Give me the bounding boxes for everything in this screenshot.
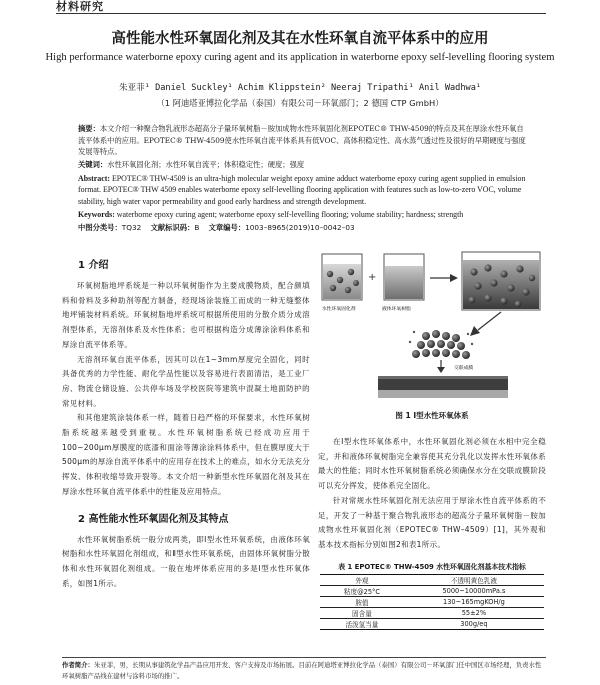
title-english: High performance waterborne epoxy curing agent and its application in waterborne epoxy self-levelling flooring system (45, 52, 555, 63)
keywords-english (78, 209, 530, 221)
spec-table (320, 574, 544, 630)
abstract-cn-text: 本文介绍一种聚合物乳液形态超高分子量环氧树脂－胺加成物水性环氧固化剂EPOTEC® THW-4509的特点及其在厚涂水性环氧自流平体系中的应用。EPOTEC® THW-4509使水性环氧自流平体系具有低VOC、高体积稳定性、高水蒸气透过性及很好的早期硬度与强度发展等特点。 (78, 124, 526, 157)
table-cell: 外观 (320, 574, 404, 585)
footnote-label: 作者简介： (62, 661, 94, 669)
table-cell: 胺值 (320, 596, 404, 607)
beaker-curing-agent (322, 254, 362, 300)
right-column (318, 250, 546, 630)
table-cell: 5000~10000mPa.s (404, 585, 544, 596)
crosslink-label: 交联成膜 (454, 366, 474, 371)
arrow-down-2-icon (437, 360, 445, 373)
table-row (320, 607, 544, 618)
figure-1-illustration (318, 250, 546, 408)
article-label: 文章编号： (208, 223, 246, 232)
beaker-left-label: 水性环氧固化剂 (322, 307, 356, 312)
table-cell: 固含量 (320, 607, 404, 618)
keywords-chinese (78, 159, 530, 171)
beaker-epoxy-resin (384, 254, 424, 300)
table-row (320, 618, 544, 629)
keywords-en-text: waterborne epoxy curing agent; waterborne epoxy self-levelling flooring; volume stability; hardness; strength (114, 210, 464, 219)
section1-heading: 1 介绍 (78, 260, 109, 271)
table-cell: 活泼氢当量 (320, 618, 404, 629)
article-number: 1003–8965(2019)10–0042–03 (245, 223, 355, 232)
keywords-cn-label: 关键词： (78, 160, 108, 169)
abstract-en-label: Abstract: (78, 174, 110, 183)
table-row (320, 585, 544, 596)
arrow-down-icon (470, 312, 501, 336)
abstract-chinese (78, 123, 530, 158)
section1-paragraph-3: 和其他建筑涂装体系一样，随着日趋严格的环保要求，水性环氧树脂系统越来越受到重视。水性环氧树脂系统已经成功应用于100~200μm厚膜度的底漆和面涂等薄涂涂料体系中，但在膜厚度大于500μm的厚涂自流平体系中的应用存在技术上的难点，如水分无法充分挥发、体积收缩导致开裂等。本文介绍一种新型水性环氧固化剂及其在厚涂水性环氧自流平体系中的性能及应用特点。 (62, 413, 310, 496)
cured-film (378, 376, 508, 398)
abstract-english (78, 173, 530, 207)
clc-code: TQ32 (121, 223, 142, 232)
clc-label: 中图分类号： (78, 223, 122, 232)
author-list: 朱亚菲¹ Daniel Suckley¹ Achim Klippstein² Neeraj Tripathi¹ Anil Wadhwa¹ (118, 83, 482, 93)
beaker-right-label: 液体环氧树脂 (382, 307, 411, 312)
running-header (56, 0, 546, 14)
classification-line (78, 222, 530, 234)
table-cell: 130~165mgKOH/g (404, 596, 544, 607)
arrow-right-icon (430, 274, 458, 282)
affiliations: （1 阿迪塔亚博拉化学品（泰国）有限公司－环氧部门；2 德国 CTP GmbH） (156, 98, 444, 108)
table-cell: 粘度@25°C (320, 585, 404, 596)
section1-paragraph-2: 无溶剂环氧自流平体系，因其可以在1~3mm厚度完全固化，同时具备优秀的力学性能、耐化学品性能以及容易进行表面清洁，是工业厂房、物流仓储设施、公共停车场及学校医院等建筑中混凝土地面防护的常见材料。 (62, 354, 310, 408)
section2-heading: 2 高性能水性环氧固化剂及其特点 (78, 513, 229, 525)
figure-1 (318, 250, 546, 408)
table-1-caption: 表 1 EPOTEC® THW-4509 水性环氧固化剂基本技术指标 (338, 562, 526, 571)
doc-code: B (194, 223, 200, 232)
beaker-mixed (462, 252, 540, 310)
keywords-cn-text: 水性环氧固化剂；水性环氧自流平；体积稳定性；硬度；强度 (107, 160, 305, 169)
table-cell: 300g/eq (404, 618, 544, 629)
abstract-cn-label: 摘要： (78, 124, 100, 133)
table-row (320, 574, 544, 585)
right-paragraph-2: 针对常规水性环氧固化剂无法应用于厚涂水性自流平体系的不足，开发了一种基于聚合物乳液形态的超高分子量环氧树脂－胺加成物水性环氧固化剂（EPOTEC® THW–4509）[1]，其外观和基本技术指标分别如图2和表1所示。 (318, 495, 546, 549)
footnote-text: 朱亚菲，男，长期从事建筑化学品产品应用开发、客户支持及市场拓展。目前在阿迪塔亚博拉化学品（泰国）有限公司－环氧部门任中国区市场经理，负责水性环氧树脂产品线在建材与涂料市场的推广。 (62, 661, 542, 681)
keywords-en-label: Keywords: (78, 210, 115, 219)
right-paragraph-1: 在Ⅰ型水性环氧体系中，水性环氧固化剂必须在水相中完全稳定，并和液体环氧树脂完全兼容使其充分乳化以发挥水性环氧体系最大的性能；同时水性环氧树脂系统必须确保水分在交联成膜阶段可以充分挥发，使体系完全固化。 (318, 437, 546, 491)
section-label: 材料研究 (56, 0, 104, 13)
left-column (62, 250, 310, 591)
abstract-en-text: EPOTEC® THW-4509 is an ultra-high molecular weight epoxy amine adduct waterborne epoxy curing agent supplied in emulsion format. EPOTEC® THW 4509 enables waterborne epoxy self-levelling flooring application with features such as low-to-zero VOC, volume stability, high water vapor permeability and good early hardness and strength development. (78, 174, 526, 206)
author-footnote (62, 657, 546, 682)
section1-paragraph-1: 环氧树脂地坪系统是一种以环氧树脂作为主要成膜物质，配合颜填料和骨料及多种助剂等配方制备，经现场涂装施工而成的一种无缝整体地坪铺装材料系统。环氧树脂地坪系统可根据所使用的分散介质分成溶剂型体系，无溶剂体系及水性体系；也可根据构造分成薄涂涂料体系和厚涂自流平体系等。 (62, 281, 310, 349)
title-chinese: 高性能水性环氧固化剂及其在水性环氧自流平体系中的应用 (111, 31, 489, 47)
plus-sign-icon: + (368, 272, 377, 283)
table-cell: 55±2% (404, 607, 544, 618)
particle-cluster (412, 330, 470, 359)
table-row (320, 596, 544, 607)
doc-label: 文献标识码： (150, 223, 195, 232)
section2-paragraph-1: 水性环氧树脂系统一般分成两类，即Ⅰ型水性环氧系统，由液体环氧树脂和水性环氧固化剂组成，和Ⅱ型水性环氧系统，由固体环氧树脂分散体和水性环氧固化剂组成。一般在地坪体系应用的多是Ⅰ型水性环氧体系，如图1所示。 (62, 534, 310, 588)
figure-1-caption: 图 1 Ⅰ型水性环氧体系 (395, 411, 469, 420)
table-cell: 不透明黄色乳液 (404, 574, 544, 585)
